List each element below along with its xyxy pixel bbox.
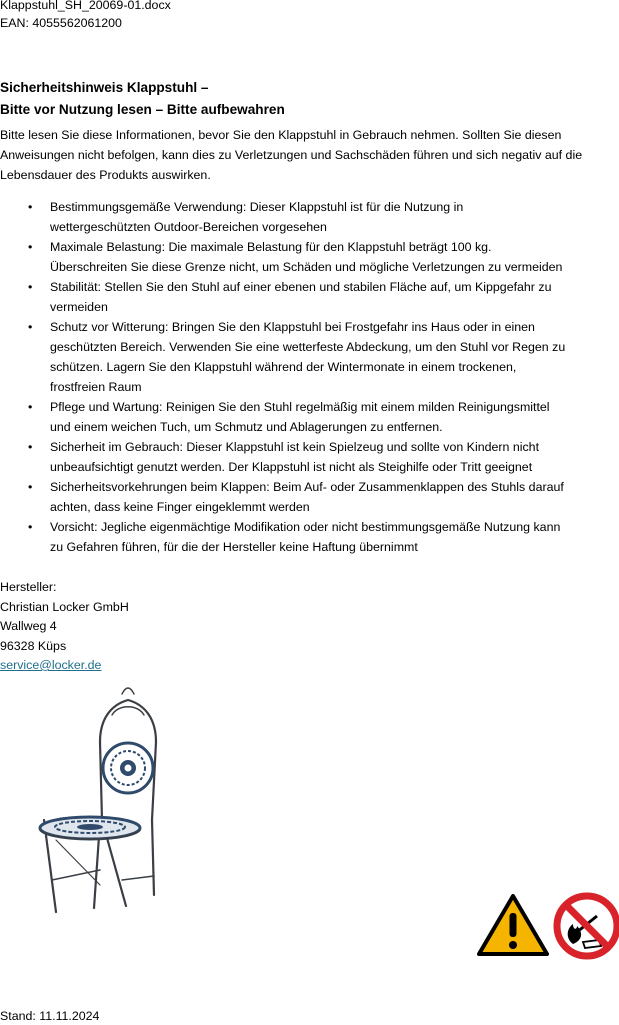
intro-paragraph: Bitte lesen Sie diese Informationen, bevor Sie den Klappstuhl in Gebrauch nehmen. Sollten Sie diesen Anweisungen nicht befolgen, kann dies zu Verletzungen und Sachschäden führen und sich negativ auf die Lebensdauer des Produkts auswirken.: [0, 128, 583, 182]
file-name: Klappstuhl_SH_20069-01.docx: [0, 0, 171, 12]
safety-list-line: achten, dass keine Finger eingeklemmt werden: [50, 500, 310, 514]
safety-list-item: [0, 237, 619, 277]
chair-back-mosaic: [103, 743, 153, 793]
safety-list-item: [0, 397, 619, 437]
safety-list-line: frostfreien Raum: [50, 380, 142, 394]
bullet-icon: •: [28, 440, 33, 454]
title-line-2: Bitte vor Nutzung lesen – Bitte aufbewahren: [0, 102, 285, 117]
manufacturer-street: Wallweg 4: [0, 619, 57, 633]
document-title: [0, 77, 285, 121]
folding-chair-image: [30, 680, 170, 920]
safety-list-line: und einem weichen Tuch, um Schmutz und Ablagerungen zu entfernen.: [50, 420, 443, 434]
bullet-icon: •: [28, 200, 33, 214]
safety-list-line: Pflege und Wartung: Reinigen Sie den Stuhl regelmäßig mit einem milden Reinigungsmittel: [50, 400, 550, 414]
safety-list-line: geschützten Bereich. Verwenden Sie eine wetterfeste Abdeckung, um den Stuhl vor Regen zu: [50, 340, 566, 354]
bullet-icon: •: [28, 480, 33, 494]
safety-list-line: Vorsicht: Jegliche eigenmächtige Modifikation oder nicht bestimmungsgemäße Nutzung kann: [50, 520, 561, 534]
document-header: [0, 0, 171, 32]
bullet-icon: •: [28, 240, 33, 254]
manufacturer-company: Christian Locker GmbH: [0, 599, 129, 614]
safety-list-line: Überschreiten Sie diese Grenze nicht, um Schäden und mögliche Verletzungen zu vermeiden: [50, 260, 563, 274]
safety-list: [0, 197, 619, 557]
safety-list-line: Stabilität: Stellen Sie den Stuhl auf einer ebenen und stabilen Fläche auf, um Kippgefahr zu: [50, 280, 552, 294]
safety-list-item: [0, 477, 619, 517]
safety-list-item: [0, 517, 619, 557]
safety-list-line: Sicherheit im Gebrauch: Dieser Klappstuhl ist kein Spielzeug und sollte von Kindern nicht: [50, 440, 540, 454]
safety-list-line: vermeiden: [50, 300, 108, 314]
bullet-icon: •: [28, 320, 33, 334]
title-line-1: Sicherheitshinweis Klappstuhl –: [0, 80, 209, 95]
safety-list-line: unbeaufsichtigt genutzt werden. Der Klappstuhl ist nicht als Steighilfe oder Tritt geeignet: [50, 460, 533, 474]
manufacturer-label: Hersteller:: [0, 580, 57, 594]
ean-number: EAN: 4055562061200: [0, 16, 122, 30]
bullet-icon: •: [28, 400, 33, 414]
manufacturer-city: 96328 Küps: [0, 638, 67, 653]
warning-triangle-icon: [477, 893, 549, 957]
safety-list-item: [0, 277, 619, 317]
safety-list-line: Schutz vor Witterung: Bringen Sie den Klappstuhl bei Frostgefahr ins Haus oder in einen: [50, 320, 535, 334]
safety-list-item: [0, 317, 619, 397]
safety-list-line: schützen. Lagern Sie den Klappstuhl während der Wintermonate in einem trockenen,: [50, 360, 517, 374]
safety-list-line: Maximale Belastung: Die maximale Belastung für den Klappstuhl beträgt 100 kg.: [50, 240, 492, 254]
chair-seat-mosaic: [40, 817, 140, 839]
safety-list-line: Bestimmungsgemäße Verwendung: Dieser Klappstuhl ist für die Nutzung in: [50, 200, 464, 214]
safety-list-item: [0, 437, 619, 477]
safety-list-item: [0, 197, 619, 237]
manufacturer-block: [0, 577, 129, 675]
bullet-icon: •: [28, 280, 33, 294]
manufacturer-email-link[interactable]: service@locker.de: [0, 658, 102, 672]
safety-list-line: Sicherheitsvorkehrungen beim Klappen: Beim Auf- oder Zusammenklappen des Stuhls darauf: [50, 480, 564, 494]
safety-list-line: zu Gefahren führen, für die der Hersteller keine Haftung übernimmt: [50, 540, 418, 554]
safety-list-line: wettergeschützten Outdoor-Bereichen vorgesehen: [50, 220, 327, 234]
revision-date: Stand: 11.11.2024: [0, 1009, 100, 1023]
bullet-icon: •: [28, 520, 33, 534]
no-open-flame-icon: [553, 892, 619, 960]
